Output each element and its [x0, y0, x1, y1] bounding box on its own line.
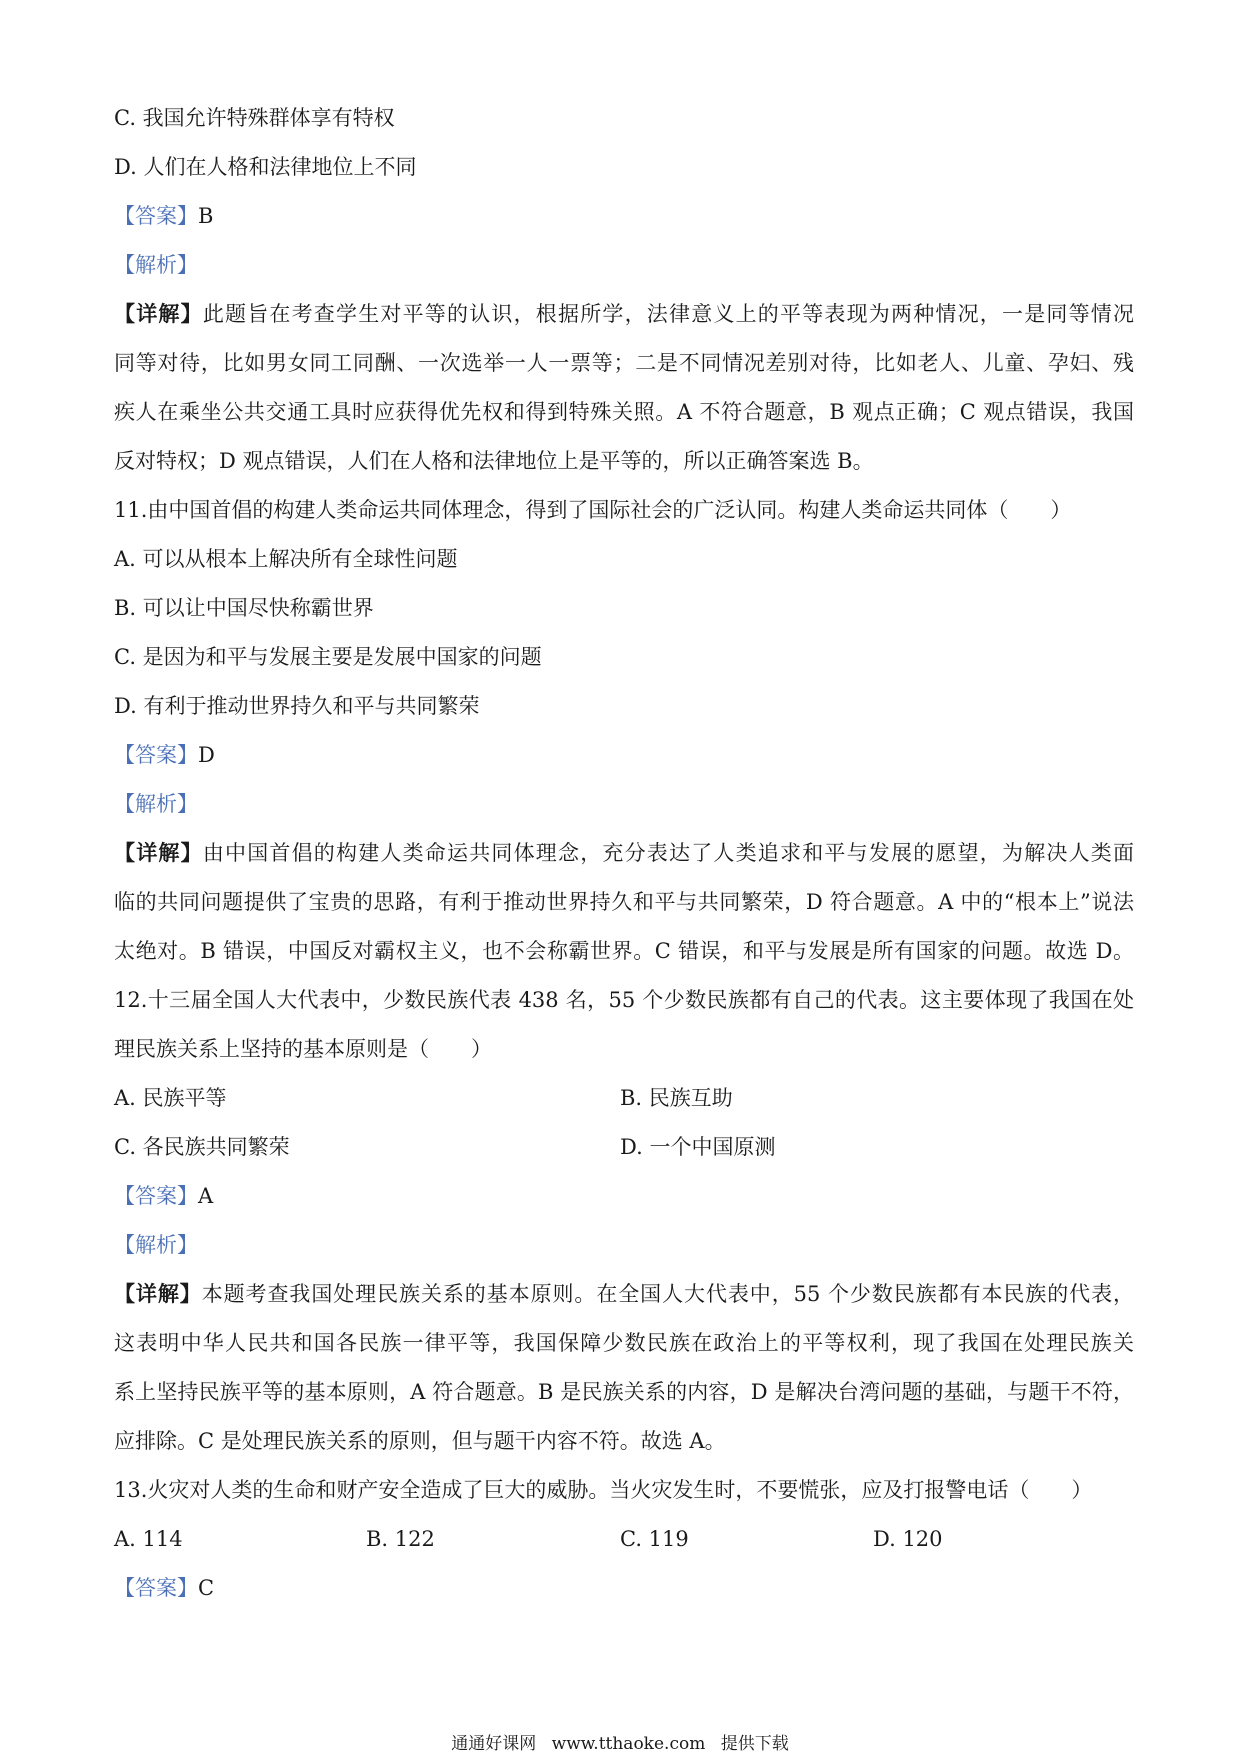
answer-tag: 【答案】	[114, 1184, 198, 1208]
answer-value: A	[198, 1184, 214, 1208]
q13-option-d: D. 120	[873, 1527, 943, 1551]
q10-detail-line: 同等对待，比如男女同工同酬、一次选举一人一票等；二是不同情况差别对待，比如老人、儿童、孕妇、残	[114, 351, 1134, 375]
q11-analysis-tag: 【解析】	[114, 792, 198, 816]
q12-detail-line: 系上坚持民族平等的基本原则，A 符合题意。B 是民族关系的内容，D 是解决台湾问题的基础，与题干不符，	[114, 1380, 1134, 1404]
q10-option-c: C. 我国允许特殊群体享有特权	[114, 106, 395, 130]
answer-tag: 【答案】	[114, 204, 198, 228]
q10-option-d: D. 人们在人格和法律地位上不同	[114, 155, 417, 179]
q13-option-c: C. 119	[620, 1527, 689, 1551]
detail-text: 本题考查我国处理民族关系的基本原则。在全国人大代表中，55 个少数民族都有本民族的代表，	[201, 1282, 1134, 1306]
q12-detail-line	[114, 1279, 1134, 1309]
detail-text: 此题旨在考查学生对平等的认识，根据所学，法律意义上的平等表现为两种情况，一是同等情况	[202, 302, 1135, 326]
q12-answer	[114, 1181, 1134, 1211]
q12-analysis-tag: 【解析】	[114, 1233, 198, 1257]
q10-detail-line	[114, 299, 1134, 329]
q13-answer	[114, 1573, 1134, 1603]
q12-detail-line: 应排除。C 是处理民族关系的原则，但与题干内容不符。故选 A。	[114, 1429, 726, 1453]
q10-answer	[114, 201, 1134, 231]
footer-url[interactable]: www.tthaoke.com	[551, 1734, 706, 1754]
q11-option-d: D. 有利于推动世界持久和平与共同繁荣	[114, 694, 480, 718]
q10-detail-line: 反对特权；D 观点错误，人们在人格和法律地位上是平等的，所以正确答案选 B。	[114, 449, 874, 473]
detail-tag: 【详解】	[114, 840, 203, 865]
q10-detail-line: 疾人在乘坐公共交通工具时应获得优先权和得到特殊关照。A 不符合题意，B 观点正确；C 观点错误，我国	[114, 400, 1134, 424]
answer-value: C	[198, 1576, 215, 1600]
q11-option-c: C. 是因为和平与发展主要是发展中国家的问题	[114, 645, 542, 669]
q11-stem: 11.由中国首倡的构建人类命运共同体理念，得到了国际社会的广泛认同。构建人类命运共同体（ ）	[114, 498, 1072, 522]
footer-note: 提供下载	[720, 1734, 789, 1754]
q11-detail-line: 太绝对。B 错误，中国反对霸权主义，也不会称霸世界。C 错误，和平与发展是所有国家的问题。故选 D。	[114, 939, 1134, 963]
q12-option-a: A. 民族平等	[114, 1086, 227, 1110]
q12-option-c: C. 各民族共同繁荣	[114, 1135, 290, 1159]
q13-stem: 13.火灾对人类的生命和财产安全造成了巨大的威胁。当火灾发生时，不要慌张，应及打报警电话（ ）	[114, 1478, 1093, 1502]
q12-detail-line: 这表明中华人民共和国各民族一律平等，我国保障少数民族在政治上的平等权利，现了我国在处理民族关	[114, 1331, 1134, 1355]
q11-detail-line: 临的共同问题提供了宝贵的思路，有利于推动世界持久和平与共同繁荣，D 符合题意。A 中的“根本上”说法	[114, 890, 1134, 914]
answer-value: D	[198, 743, 215, 767]
detail-tag: 【详解】	[114, 1281, 202, 1306]
answer-tag: 【答案】	[114, 743, 198, 767]
footer-site-name: 通通好课网	[451, 1734, 537, 1754]
detail-tag: 【详解】	[114, 301, 203, 326]
q10-analysis-tag: 【解析】	[114, 253, 198, 277]
q12-stem-line: 理民族关系上坚持的基本原则是（ ）	[114, 1037, 492, 1061]
q11-option-b: B. 可以让中国尽快称霸世界	[114, 596, 374, 620]
q13-option-a: A. 114	[114, 1527, 183, 1551]
q11-answer	[114, 740, 1134, 770]
q11-option-a: A. 可以从根本上解决所有全球性问题	[114, 547, 458, 571]
q13-option-b: B. 122	[366, 1527, 435, 1551]
page-footer	[0, 1734, 1240, 1754]
answer-tag: 【答案】	[114, 1576, 198, 1600]
q12-option-b: B. 民族互助	[620, 1086, 733, 1110]
detail-text: 由中国首倡的构建人类命运共同体理念，充分表达了人类追求和平与发展的愿望，为解决人类面	[202, 841, 1135, 865]
answer-value: B	[198, 204, 214, 228]
q11-detail-line	[114, 838, 1134, 868]
q12-option-d: D. 一个中国原测	[620, 1135, 776, 1159]
q12-stem-line: 12.十三届全国人大代表中，少数民族代表 438 名，55 个少数民族都有自己的代表。这主要体现了我国在处	[114, 988, 1134, 1012]
